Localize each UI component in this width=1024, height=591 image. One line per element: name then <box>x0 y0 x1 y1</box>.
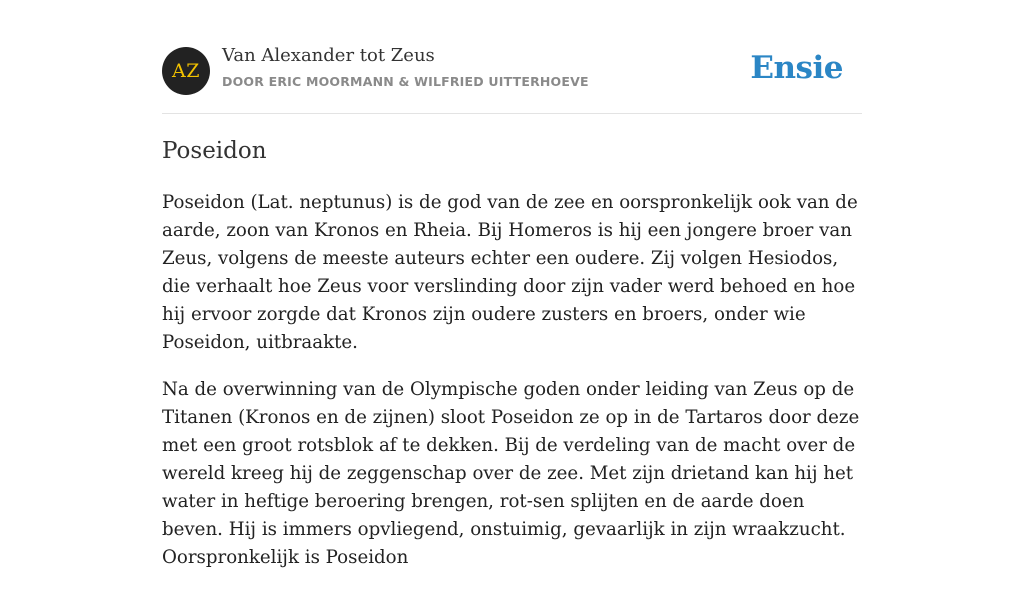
entry-title: Poseidon <box>162 138 267 164</box>
book-avatar[interactable]: AZ <box>162 47 210 95</box>
book-authors: DOOR ERIC MOORMANN & WILFRIED UITTERHOEVE <box>222 74 589 89</box>
entry-paragraph: Na de overwinning van de Olympische goden onder leiding van Zeus op de Titanen (Kronos en de zijnen) sloot Poseidon ze op in de Tartaros door deze met een groot rotsblok af te dekken. Bij de verdeling van de macht over de wereld kreeg hij de zeggenschap over de zee. Met zijn drietand kan hij het water in heftige beroering brengen, rot-sen splijten en de aarde doen beven. Hij is immers opvliegend, onstuimig, gevaarlijk in zijn wraakzucht. Oorspronkelijk is Poseidon <box>162 379 860 568</box>
ensie-logo-link[interactable]: Ensie <box>750 50 843 86</box>
book-title[interactable]: Van Alexander tot Zeus <box>222 45 435 66</box>
book-header <box>162 0 862 114</box>
entry-paragraph: Poseidon (Lat. neptunus) is de god van de zee en oorspronkelijk ook van de aarde, zoon van Kronos en Rheia. Bij Homeros is hij een jongere broer van Zeus, volgens de meeste auteurs echter een oudere. Zij volgen Hesiodos, die verhaalt hoe Zeus voor verslinding door zijn vader werd behoed en hoe hij ervoor zorgde dat Kronos zijn oudere zusters en broers, onder wie Poseidon, uitbraakte. <box>162 192 858 353</box>
content-column <box>162 0 862 568</box>
entry-body <box>162 189 862 591</box>
